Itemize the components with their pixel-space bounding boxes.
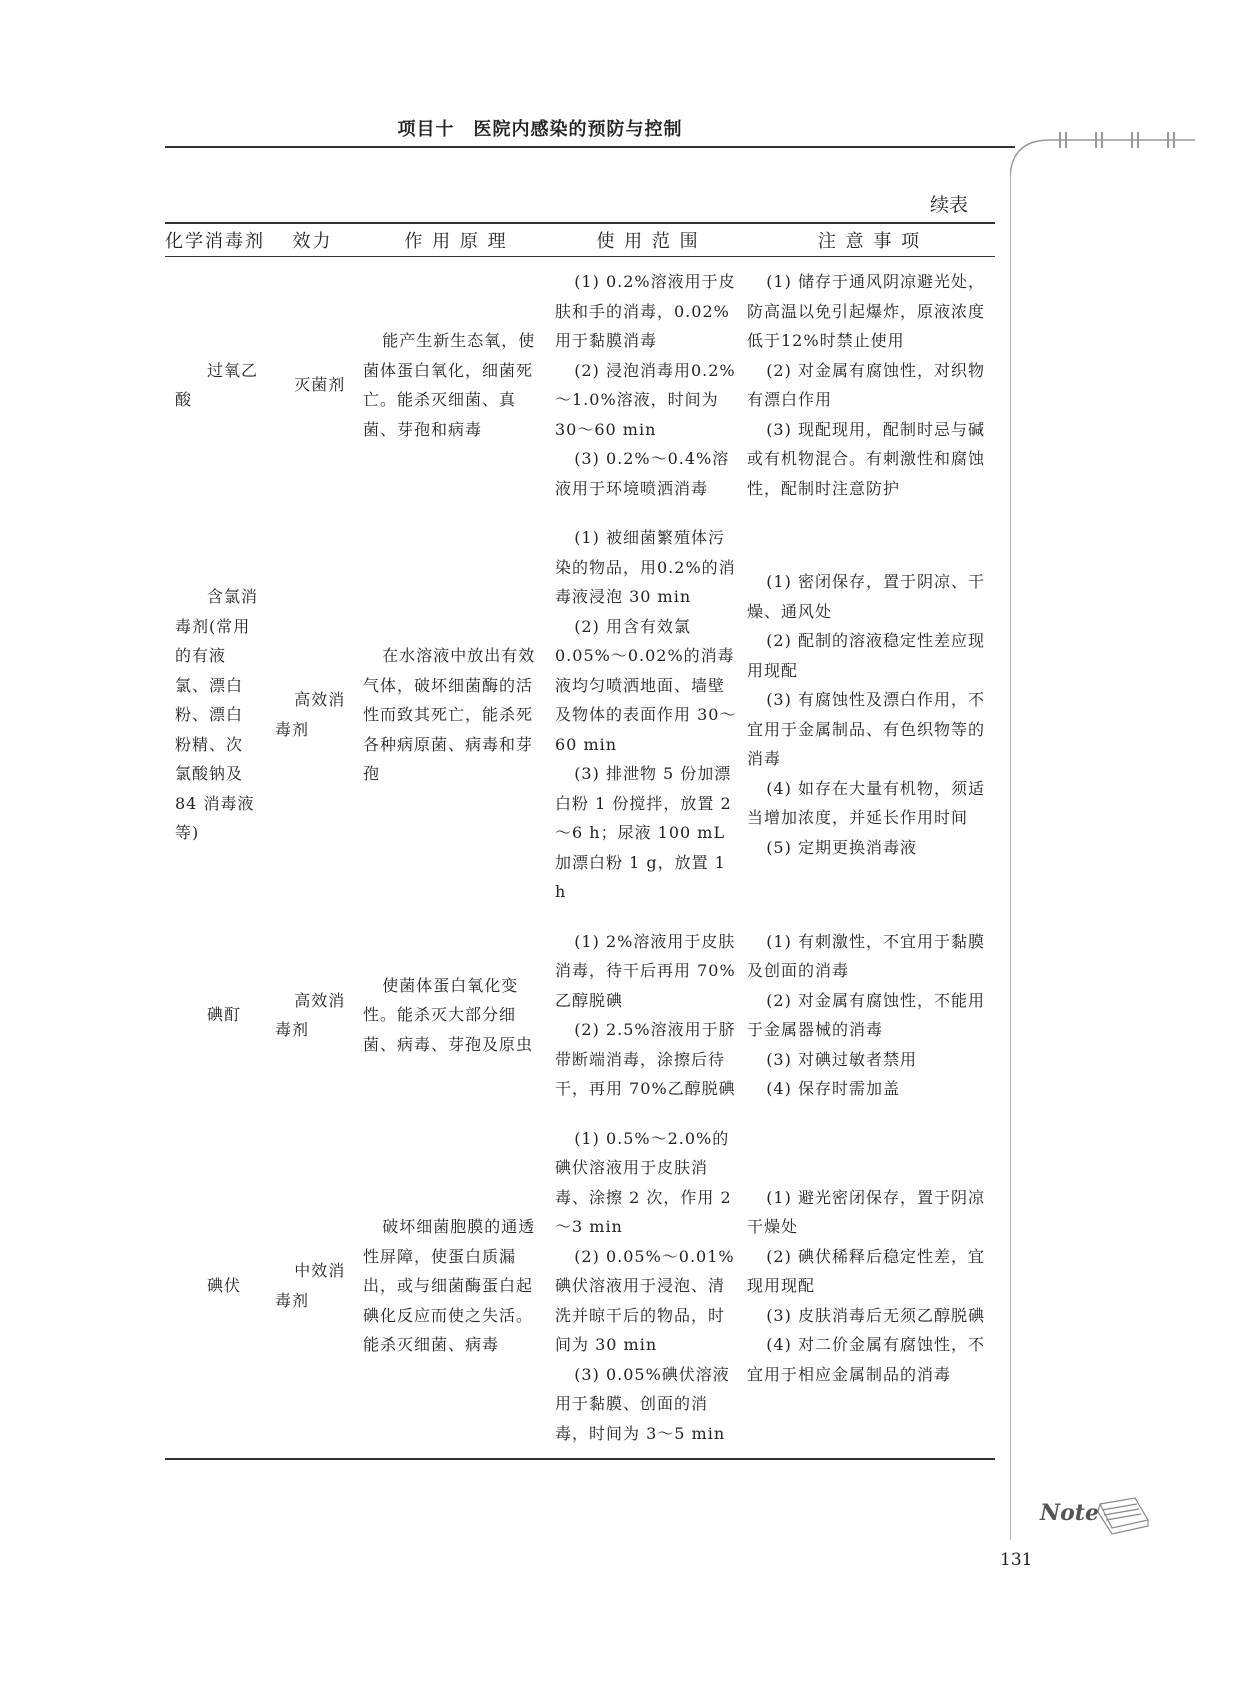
table-row (165, 257, 995, 514)
column-header: 作 用 原 理 (360, 223, 552, 257)
column-header: 注 意 事 项 (744, 223, 995, 257)
continued-label: 续表 (930, 194, 969, 216)
agent-name-cell: 含氯消毒剂(常用的有液氯、漂白粉、漂白粉精、次氯酸钠及 84 消毒液等) (175, 587, 259, 842)
page-number: 131 (1000, 1550, 1033, 1570)
principle-cell: 使菌体蛋白氧化变性。能杀灭大部分细菌、病毒、芽孢及原虫 (363, 975, 534, 1054)
notes-cell: (1) 储存于通风阴凉避光处，防高温以免引起爆炸，原液浓度低于12%时禁止使用 (2) 对金属有腐蚀性，对织物有漂白作用 (3) 现配现用，配制时忌与碱或有机物混合。有刺激性和腐蚀性，配制时注意防护 (747, 272, 986, 498)
notes-cell: (1) 避光密闭保存，置于阴凉干燥处 (2) 碘伏稀释后稳定性差，宜现用现配 (3) 皮肤消毒后无须乙醇脱碘 (4) 对二价金属有腐蚀性，不宜用于相应金属制品的消毒 (744, 1114, 995, 1460)
header-rule (165, 146, 1015, 148)
column-header: 使 用 范 围 (552, 223, 744, 257)
running-header: 项目十 医院内感染的预防与控制 (397, 119, 683, 140)
column-header: 化学消毒剂 (165, 223, 265, 257)
agent-name-cell: 过氧乙酸 (175, 360, 259, 409)
table-row (165, 1114, 995, 1460)
principle-cell: 能产生新生态氧，使菌体蛋白氧化，细菌死亡。能杀灭细菌、真菌、芽孢和病毒 (363, 331, 536, 439)
disinfectant-table (165, 222, 995, 1460)
effect-cell: 灭菌剂 (294, 375, 346, 395)
table-row (165, 917, 995, 1114)
table-header-row (165, 223, 995, 257)
margin-decoration (1010, 130, 1200, 1550)
note-decoration (1040, 1490, 1160, 1540)
usage-cell: (1) 被细菌繁殖体污染的物品，用0.2%的消毒液浸泡 30 min (2) 用含有效氯0.05%～0.02%的消毒液均匀喷洒地面、墙壁及物体的表面作用 30～60 min (3) 排泄物 5 份加漂白粉 1 份搅拌，放置 2～6 h；尿液 100 mL 加漂白粉 1 g，放置 1 h (555, 528, 737, 901)
effect-cell: 中效消毒剂 (265, 1114, 360, 1460)
usage-cell: (1) 0.5%～2.0%的碘伏溶液用于皮肤消毒、涂擦 2 次，作用 2～3 min (2) 0.05%～0.01%碘伏溶液用于浸泡、清洗并晾干后的物品，时间为 30 min (3) 0.05%碘伏溶液用于黏膜、创面的消毒，时间为 3～5 min (552, 1114, 744, 1460)
principle-cell: 在水溶液中放出有效气体，破坏细菌酶的活性而致其死亡，能杀死各种病原菌、病毒和芽孢 (363, 646, 536, 783)
principle-cell: 破坏细菌胞膜的通透性屏障，使蛋白质漏出，或与细菌酶蛋白起碘化反应而使之失活。能杀灭细菌、病毒 (360, 1114, 552, 1460)
agent-name-cell: 碘伏 (165, 1114, 265, 1460)
notes-cell: (1) 密闭保存，置于阴凉、干燥、通风处 (2) 配制的溶液稳定性差应现用现配 (3) 有腐蚀性及漂白作用，不宜用于金属制品、有色织物等的消毒 (4) 如存在大量有机物，须适当增加浓度，并延长作用时间 (5) 定期更换消毒液 (747, 572, 986, 857)
notes-cell: (1) 有刺激性，不宜用于黏膜及创面的消毒 (2) 对金属有腐蚀性，不能用于金属器械的消毒 (3) 对碘过敏者禁用 (4) 保存时需加盖 (747, 931, 985, 1098)
agent-name-cell: 碘酊 (207, 1005, 242, 1025)
effect-cell: 高效消毒剂 (275, 690, 346, 739)
usage-cell: (1) 0.2%溶液用于皮肤和手的消毒，0.02%用于黏膜消毒 (2) 浸泡消毒用0.2%～1.0%溶液，时间为 30～60 min (3) 0.2%～0.4%溶液用于环境喷洒消毒 (555, 272, 736, 498)
usage-cell: (1) 2%溶液用于皮肤消毒，待干后再用 70%乙醇脱碘 (2) 2.5%溶液用于脐带断端消毒，涂擦后待干，再用 70%乙醇脱碘 (555, 931, 736, 1098)
effect-cell: 高效消毒剂 (275, 990, 346, 1039)
note-label: Note (1040, 1500, 1099, 1526)
table-row (165, 513, 995, 917)
column-header: 效力 (265, 223, 360, 257)
